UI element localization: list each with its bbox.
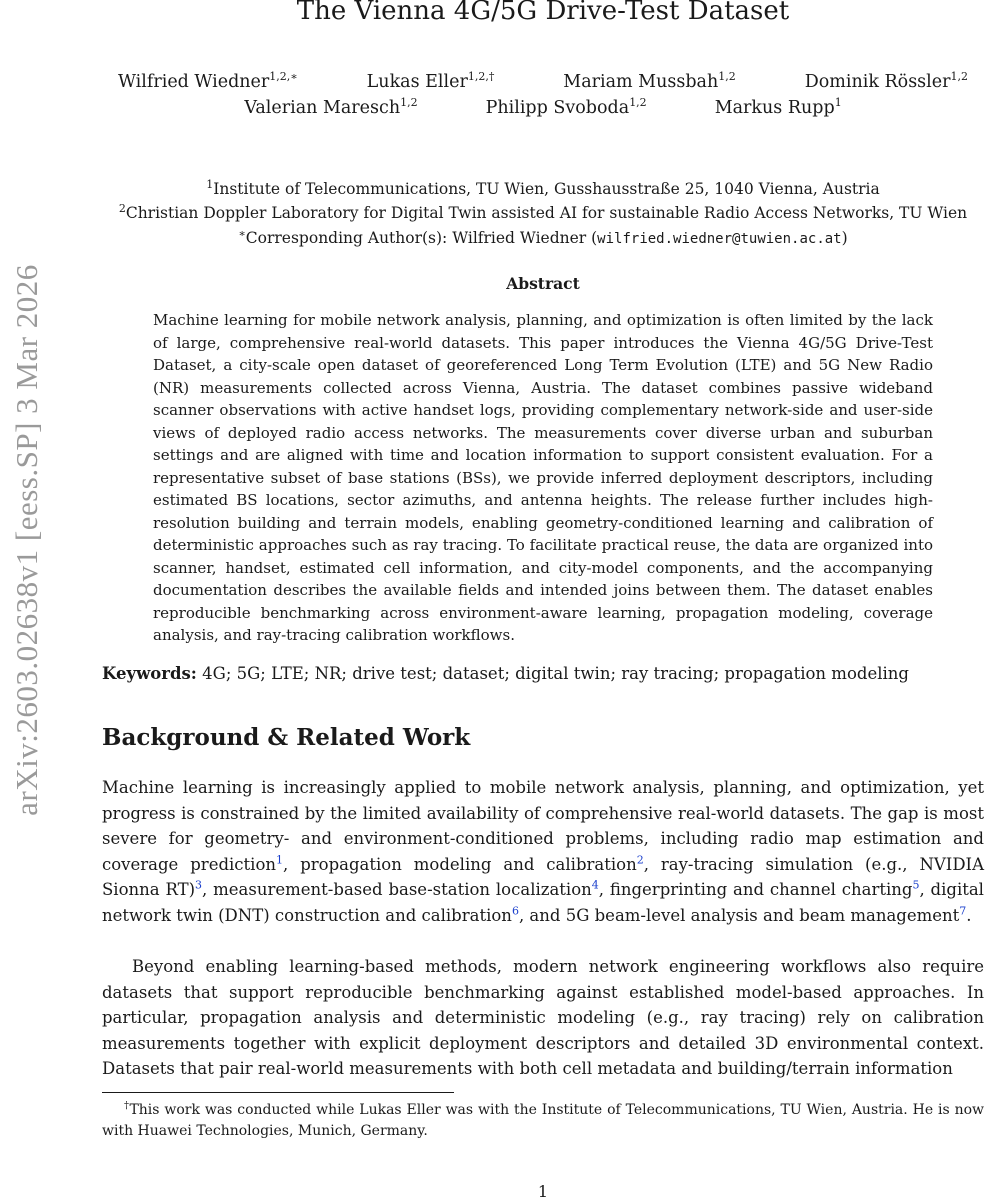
- citation-link[interactable]: 6: [511, 904, 519, 917]
- section-heading: Background & Related Work: [102, 724, 471, 751]
- citation-link[interactable]: 2: [636, 853, 644, 866]
- author-list-row-2: [102, 98, 984, 118]
- arxiv-identifier-stamp: [2, 200, 52, 880]
- author-list-row-1: [102, 72, 984, 92]
- affiliation-1: $^1$Institute of Telecommunications, TU Wien, Gusshausstraße 25, 1040 Vienna, Austria: [206, 177, 880, 198]
- author: Dominik Rössler$^{1,2}$: [804, 70, 968, 92]
- paper-title: The Vienna 4G/5G Drive-Test Dataset: [296, 0, 790, 26]
- footnote-divider: [102, 1092, 454, 1093]
- body-paragraph-1: Machine learning is increasingly applied to mobile network analysis, planning, and optimization, yet progress is constrained by the limited availability of comprehensive real-world datasets. The gap is most severe for geometry- and environment-conditioned problems, including radio map estimation and coverage prediction$^1$, propagation modeling and calibration$^2$, ray-tracing simulation (e.g., NVIDIA Sionna RT)$^3$, measurement-based base-station localization$^4$, fingerprinting and channel charting$^5$, digital network twin (DNT) construction and calibration$^6$, and 5G beam-level analysis and beam management$^7$.: [102, 778, 984, 925]
- footnote: †This work was conducted while Lukas Eller was with the Institute of Telecommunications, TU Wien, Austria. He is now with Huawei Technologies, Munich, Germany.: [102, 1100, 985, 1139]
- keywords: [102, 664, 987, 683]
- author: Lukas Eller$^{1,2,\dagger}$: [366, 70, 495, 92]
- page-number: 1: [537, 1182, 549, 1201]
- body-paragraph-2: Beyond enabling learning-based methods, modern network engineering workflows also require datasets that support reproducible benchmarking against established model-based approaches. In particular, propagation analysis and deterministic modeling (e.g., ray tracing) rely on calibration measurements together with explicit deployment descriptors and detailed 3D environmental context. Datasets that pair real-world measurements with both cell metadata and building/terrain information: [102, 957, 984, 1078]
- author-email-link[interactable]: wilfried.wiedner@tuwien.ac.at: [597, 231, 842, 247]
- author: Valerian Maresch$^{1,2}$: [244, 96, 418, 118]
- citation-link[interactable]: 3: [195, 878, 203, 892]
- author: Wilfried Wiedner$^{1,2,∗}$: [118, 70, 298, 92]
- citation-link[interactable]: 7: [959, 904, 967, 917]
- abstract-text: Machine learning for mobile network analysis, planning, and optimization is often limited by the lack of large, comprehensive real-world datasets. This paper introduces the Vienna 4G/5G Drive-Test Dataset, a city-scale open dataset of georeferenced Long Term Evolution (LTE) and 5G New Radio (NR) measurements collected across Vienna, Austria. The dataset combines passive wideband scanner observations with active handset logs, providing complementary network-side and user-side views of deployed radio access networks. The measurements cover diverse urban and suburban settings and are aligned with time and location information to support consistent evaluation. For a representative subset of base stations (BSs), we provide inferred deployment descriptors, including estimated BS locations, sector azimuths, and antenna heights. The release further includes high-resolution building and terrain models, enabling geometry-conditioned learning and calibration of deterministic approaches such as ray tracing. To facilitate practical reuse, the data are organized into scanner, handset, estimated cell information, and city-model components, and the accompanying documentation describes the available fields and intended joins between them. The dataset enables reproducible benchmarking across environment-aware learning, propagation modeling, coverage analysis, and ray-tracing calibration workflows.: [153, 311, 933, 644]
- keywords-label: Keywords:: [102, 664, 197, 683]
- keywords-list: 4G; 5G; LTE; NR; drive test; dataset; digital twin; ray tracing; propagation modeling: [202, 664, 909, 683]
- citation-link[interactable]: 5: [912, 878, 920, 892]
- citation-link[interactable]: 4: [591, 878, 599, 892]
- author: Mariam Mussbah$^{1,2}$: [563, 70, 736, 92]
- arxiv-identifier-text: arXiv:2603.02638v1 [eess.SP] 3 Mar 2026: [9, 264, 44, 816]
- abstract-heading: Abstract: [506, 274, 580, 293]
- citation-link[interactable]: 1: [276, 853, 284, 866]
- author: Philipp Svoboda$^{1,2}$: [485, 96, 647, 118]
- affiliation-2: $^2$Christian Doppler Laboratory for Digital Twin assisted AI for sustainable Radio Access Networks, TU Wien: [118, 201, 968, 222]
- author: Markus Rupp$^1$: [714, 96, 842, 118]
- corresponding-author: ∗Corresponding Author(s): Wilfried Wiedner (wilfried.wiedner@tuwien.ac.at): [238, 226, 848, 247]
